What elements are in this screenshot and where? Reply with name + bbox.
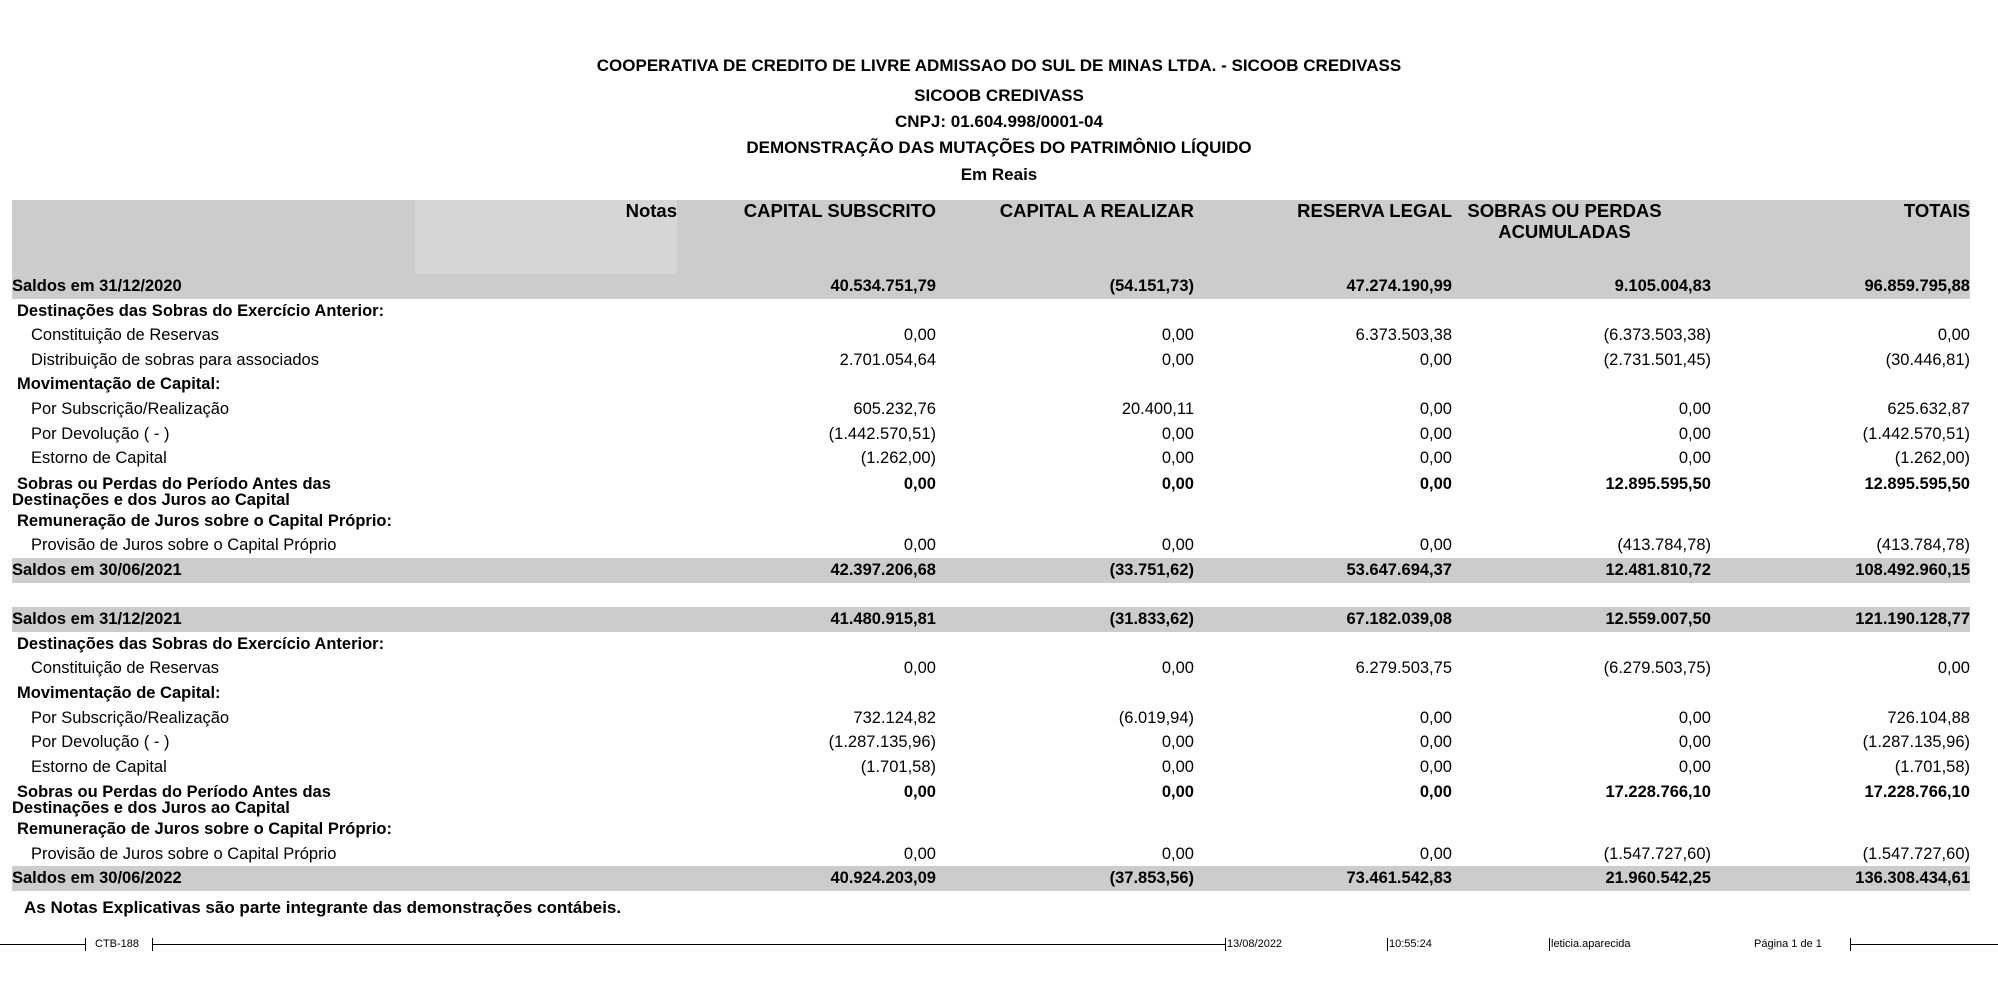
- empty-cell: [1452, 299, 1711, 324]
- capital-subscrito-cell: 0,00: [903, 844, 936, 863]
- sobras-perdas-cell: 0,00: [1678, 757, 1711, 776]
- capital-subscrito-cell: 2.701.054,64: [839, 350, 936, 369]
- empty-cell: [1452, 632, 1711, 657]
- totais-cell: (30.446,81): [1885, 350, 1970, 369]
- notas-cell: [415, 471, 677, 509]
- totais-cell: (1.547.727,60): [1862, 844, 1970, 863]
- row-label: Saldos em 31/12/2021: [12, 610, 182, 629]
- capital-subscrito-cell: 0,00: [903, 783, 936, 802]
- header-notas: Notas: [415, 200, 677, 274]
- capital-a-realizar-cell: (31.833,62): [1109, 610, 1194, 629]
- balance-row: [12, 866, 1970, 891]
- sobras-perdas-cell: 0,00: [1678, 708, 1711, 727]
- equity-changes-table: [12, 200, 1970, 891]
- totais-cell: 17.228.766,10: [1864, 783, 1970, 802]
- capital-subscrito-cell: 40.534.751,79: [830, 277, 936, 295]
- empty-cell: [677, 632, 936, 657]
- empty-cell: [1194, 372, 1452, 397]
- sobras-perdas-cell: 0,00: [1678, 424, 1711, 443]
- notas-cell: [415, 446, 677, 471]
- notas-cell: [415, 274, 677, 299]
- reserva-legal-cell: 53.647.694,37: [1346, 560, 1452, 579]
- spacer-cell: [12, 583, 1970, 608]
- reserva-legal-cell: 0,00: [1419, 449, 1452, 468]
- empty-cell: [1711, 372, 1970, 397]
- table-body: [12, 274, 1970, 891]
- reserva-legal-cell: 6.279.503,75: [1355, 659, 1452, 678]
- sobras-perdas-cell: (6.373.503,38): [1603, 326, 1711, 345]
- reserva-legal-cell: 0,00: [1419, 536, 1452, 555]
- print-time: 10:55:24: [1389, 938, 1432, 950]
- capital-a-realizar-cell: 0,00: [1161, 844, 1194, 863]
- totais-cell: (1.287.135,96): [1862, 733, 1970, 752]
- sobras-perdas-cell: 9.105.004,83: [1614, 277, 1711, 295]
- row-label: Saldos em 30/06/2022: [12, 869, 182, 888]
- row-label: Por Devolução ( - ): [31, 733, 170, 752]
- capital-a-realizar-cell: (37.853,56): [1109, 869, 1194, 888]
- empty-cell: [1711, 681, 1970, 706]
- notas-cell: [415, 397, 677, 422]
- empty-cell: [1711, 299, 1970, 324]
- totais-cell: (1.262,00): [1894, 449, 1970, 468]
- capital-a-realizar-cell: (6.019,94): [1118, 708, 1194, 727]
- table-row: [12, 348, 1970, 373]
- row-label: Sobras ou Perdas do Período Antes das Destinações e dos Juros ao Capital: [12, 783, 331, 818]
- empty-cell: [1194, 509, 1452, 534]
- empty-cell: [677, 299, 936, 324]
- row-label: Constituição de Reservas: [31, 326, 220, 345]
- row-label: Provisão de Juros sobre o Capital Próprio: [31, 536, 337, 555]
- capital-subscrito-cell: 0,00: [903, 536, 936, 555]
- page-number: Página 1 de 1: [1754, 938, 1822, 950]
- sobras-perdas-cell: 0,00: [1678, 449, 1711, 468]
- empty-cell: [677, 681, 936, 706]
- totais-cell: (1.442.570,51): [1862, 424, 1970, 443]
- notas-cell: [415, 755, 677, 780]
- table-row: [12, 755, 1970, 780]
- notas-cell: [415, 842, 677, 867]
- notas-cell: [415, 607, 677, 632]
- reserva-legal-cell: 0,00: [1419, 733, 1452, 752]
- notas-cell: [415, 656, 677, 681]
- cnpj: CNPJ: 01.604.998/0001-04: [895, 112, 1103, 131]
- sobras-perdas-cell: 12.481.810,72: [1605, 560, 1711, 579]
- table-row: [12, 323, 1970, 348]
- empty-cell: [677, 509, 936, 534]
- totais-cell: 96.859.795,88: [1864, 277, 1970, 295]
- empty-cell: [677, 817, 936, 842]
- totais-cell: (413.784,78): [1876, 536, 1970, 555]
- print-user: leticia.aparecida: [1551, 938, 1631, 950]
- reserva-legal-cell: 0,00: [1419, 424, 1452, 443]
- section-row: [12, 681, 1970, 706]
- currency-note: Em Reais: [960, 165, 1038, 184]
- empty-cell: [1194, 632, 1452, 657]
- capital-subscrito-cell: 732.124,82: [853, 708, 936, 727]
- capital-subscrito-cell: 41.480.915,81: [830, 610, 936, 629]
- notas-cell: [415, 730, 677, 755]
- capital-subscrito-cell: (1.287.135,96): [828, 733, 936, 752]
- balance-row: [12, 558, 1970, 583]
- empty-cell: [677, 372, 936, 397]
- capital-a-realizar-cell: 0,00: [1161, 659, 1194, 678]
- section-row: [12, 817, 1970, 842]
- row-label: Movimentação de Capital:: [17, 683, 221, 702]
- capital-a-realizar-cell: (33.751,62): [1109, 560, 1194, 579]
- capital-a-realizar-cell: (54.151,73): [1109, 277, 1194, 295]
- reserva-legal-cell: 47.274.190,99: [1346, 277, 1452, 295]
- notas-cell: [415, 323, 677, 348]
- capital-subscrito-cell: 40.924.203,09: [830, 869, 936, 888]
- empty-cell: [936, 681, 1194, 706]
- totais-cell: 121.190.128,77: [1855, 610, 1970, 629]
- row-label: Constituição de Reservas: [31, 659, 220, 678]
- table-row: [12, 842, 1970, 867]
- capital-a-realizar-cell: 0,00: [1161, 733, 1194, 752]
- balance-row: [12, 607, 1970, 632]
- capital-subscrito-cell: (1.262,00): [860, 449, 936, 468]
- sobras-perdas-cell: 0,00: [1678, 733, 1711, 752]
- row-label: Provisão de Juros sobre o Capital Próprio: [31, 844, 337, 863]
- capital-a-realizar-cell: 20.400,11: [1121, 399, 1194, 418]
- empty-cell: [1711, 509, 1970, 534]
- header-reserva-legal: RESERVA LEGAL: [1297, 200, 1452, 221]
- totais-cell: (1.701,58): [1894, 757, 1970, 776]
- totais-cell: 0,00: [1937, 659, 1970, 678]
- table-row: [12, 397, 1970, 422]
- empty-cell: [1452, 681, 1711, 706]
- balance-row: [12, 274, 1970, 299]
- table-row: [12, 446, 1970, 471]
- empty-cell: [1452, 817, 1711, 842]
- header-capital-a-realizar: CAPITAL A REALIZAR: [999, 200, 1194, 221]
- capital-subscrito-cell: 0,00: [903, 659, 936, 678]
- row-label: Movimentação de Capital:: [17, 375, 221, 394]
- notas-cell: [415, 866, 677, 891]
- company-name: COOPERATIVA DE CREDITO DE LIVRE ADMISSAO DO SUL DE MINAS LTDA. - SICOOB CREDIVASS: [596, 56, 1402, 75]
- notas-cell: [415, 422, 677, 447]
- print-date: 13/08/2022: [1227, 938, 1283, 950]
- section-row: [12, 509, 1970, 534]
- reserva-legal-cell: 0,00: [1419, 844, 1452, 863]
- empty-cell: [936, 509, 1194, 534]
- row-label: Por Devolução ( - ): [31, 424, 170, 443]
- totais-cell: 12.895.595,50: [1864, 474, 1970, 493]
- empty-cell: [936, 299, 1194, 324]
- sobras-perdas-cell: 17.228.766,10: [1605, 783, 1711, 802]
- table-row: [12, 706, 1970, 731]
- capital-a-realizar-cell: 0,00: [1161, 424, 1194, 443]
- empty-cell: [936, 817, 1194, 842]
- empty-cell: [1711, 817, 1970, 842]
- header-sobras-perdas: SOBRAS OU PERDAS ACUMULADAS: [1467, 200, 1662, 242]
- row-label: Estorno de Capital: [31, 449, 167, 468]
- reserva-legal-cell: 0,00: [1419, 757, 1452, 776]
- section-row: [12, 632, 1970, 657]
- row-label: Distribuição de sobras para associados: [31, 350, 319, 369]
- totais-cell: 108.492.960,15: [1855, 560, 1970, 579]
- row-label: Destinações das Sobras do Exercício Anterior:: [17, 634, 385, 653]
- sobras-perdas-cell: 12.559.007,50: [1605, 610, 1711, 629]
- notas-cell: [415, 558, 677, 583]
- spacer-row: [12, 583, 1970, 608]
- sobras-perdas-cell: 21.960.542,25: [1605, 869, 1711, 888]
- row-label: Estorno de Capital: [31, 757, 167, 776]
- sobras-perdas-cell: (6.279.503,75): [1603, 659, 1711, 678]
- empty-cell: [936, 632, 1194, 657]
- reserva-legal-cell: 0,00: [1419, 783, 1452, 802]
- reserva-legal-cell: 73.461.542,83: [1346, 869, 1452, 888]
- header-blank: [12, 200, 415, 274]
- header-totais: TOTAIS: [1903, 200, 1970, 221]
- empty-cell: [1194, 681, 1452, 706]
- totais-cell: 136.308.434,61: [1855, 869, 1970, 888]
- row-label: Sobras ou Perdas do Período Antes das Destinações e dos Juros ao Capital: [12, 474, 331, 509]
- empty-cell: [936, 372, 1194, 397]
- reserva-legal-cell: 0,00: [1419, 350, 1452, 369]
- sobras-perdas-cell: (413.784,78): [1617, 536, 1711, 555]
- section-row: [12, 372, 1970, 397]
- capital-subscrito-cell: 42.397.206,68: [830, 560, 936, 579]
- totais-cell: 726.104,88: [1887, 708, 1970, 727]
- notas-cell: [415, 706, 677, 731]
- empty-cell: [1194, 817, 1452, 842]
- reserva-legal-cell: 0,00: [1419, 474, 1452, 493]
- report-footer: [0, 935, 1998, 953]
- header-capital-subscrito: CAPITAL SUBSCRITO: [743, 200, 936, 221]
- table-row: [12, 533, 1970, 558]
- sobras-perdas-cell: 0,00: [1678, 399, 1711, 418]
- capital-a-realizar-cell: 0,00: [1161, 474, 1194, 493]
- reserva-legal-cell: 0,00: [1419, 708, 1452, 727]
- totais-cell: 0,00: [1937, 326, 1970, 345]
- empty-cell: [1452, 509, 1711, 534]
- empty-cell: [1711, 632, 1970, 657]
- table-row: [12, 656, 1970, 681]
- row-label: Por Subscrição/Realização: [31, 399, 230, 418]
- capital-a-realizar-cell: 0,00: [1161, 449, 1194, 468]
- capital-subscrito-cell: 0,00: [903, 474, 936, 493]
- reserva-legal-cell: 67.182.039,08: [1346, 610, 1452, 629]
- report-title: DEMONSTRAÇÃO DAS MUTAÇÕES DO PATRIMÔNIO LÍQUIDO: [746, 138, 1252, 157]
- capital-subscrito-cell: (1.701,58): [860, 757, 936, 776]
- capital-a-realizar-cell: 0,00: [1161, 326, 1194, 345]
- row-label: Saldos em 30/06/2021: [12, 560, 182, 579]
- table-row: [12, 422, 1970, 447]
- notas-cell: [415, 779, 677, 817]
- capital-subscrito-cell: 605.232,76: [853, 399, 936, 418]
- capital-a-realizar-cell: 0,00: [1161, 757, 1194, 776]
- row-label: Remuneração de Juros sobre o Capital Próprio:: [17, 820, 393, 839]
- company-short-name: SICOOB CREDIVASS: [914, 86, 1084, 105]
- row-label: Saldos em 31/12/2020: [12, 277, 182, 295]
- table-header-row: [12, 200, 1970, 274]
- report-code: CTB-188: [95, 938, 140, 950]
- result-row: [12, 779, 1970, 817]
- result-row: [12, 471, 1970, 509]
- row-label: Destinações das Sobras do Exercício Anterior:: [17, 301, 385, 320]
- sobras-perdas-cell: 12.895.595,50: [1605, 474, 1711, 493]
- reserva-legal-cell: 0,00: [1419, 399, 1452, 418]
- capital-a-realizar-cell: 0,00: [1161, 350, 1194, 369]
- capital-subscrito-cell: 0,00: [903, 326, 936, 345]
- reserva-legal-cell: 6.373.503,38: [1355, 326, 1452, 345]
- capital-a-realizar-cell: 0,00: [1161, 783, 1194, 802]
- empty-cell: [1194, 299, 1452, 324]
- capital-subscrito-cell: (1.442.570,51): [828, 424, 936, 443]
- table-row: [12, 730, 1970, 755]
- sobras-perdas-cell: (1.547.727,60): [1603, 844, 1711, 863]
- notas-cell: [415, 348, 677, 373]
- empty-cell: [1452, 372, 1711, 397]
- totais-cell: 625.632,87: [1887, 399, 1970, 418]
- notas-cell: [415, 533, 677, 558]
- section-row: [12, 299, 1970, 324]
- row-label: Por Subscrição/Realização: [31, 708, 230, 727]
- explanatory-note: As Notas Explicativas são parte integrante das demonstrações contábeis.: [24, 898, 622, 917]
- capital-a-realizar-cell: 0,00: [1161, 536, 1194, 555]
- row-label: Remuneração de Juros sobre o Capital Próprio:: [17, 511, 393, 530]
- sobras-perdas-cell: (2.731.501,45): [1603, 350, 1711, 369]
